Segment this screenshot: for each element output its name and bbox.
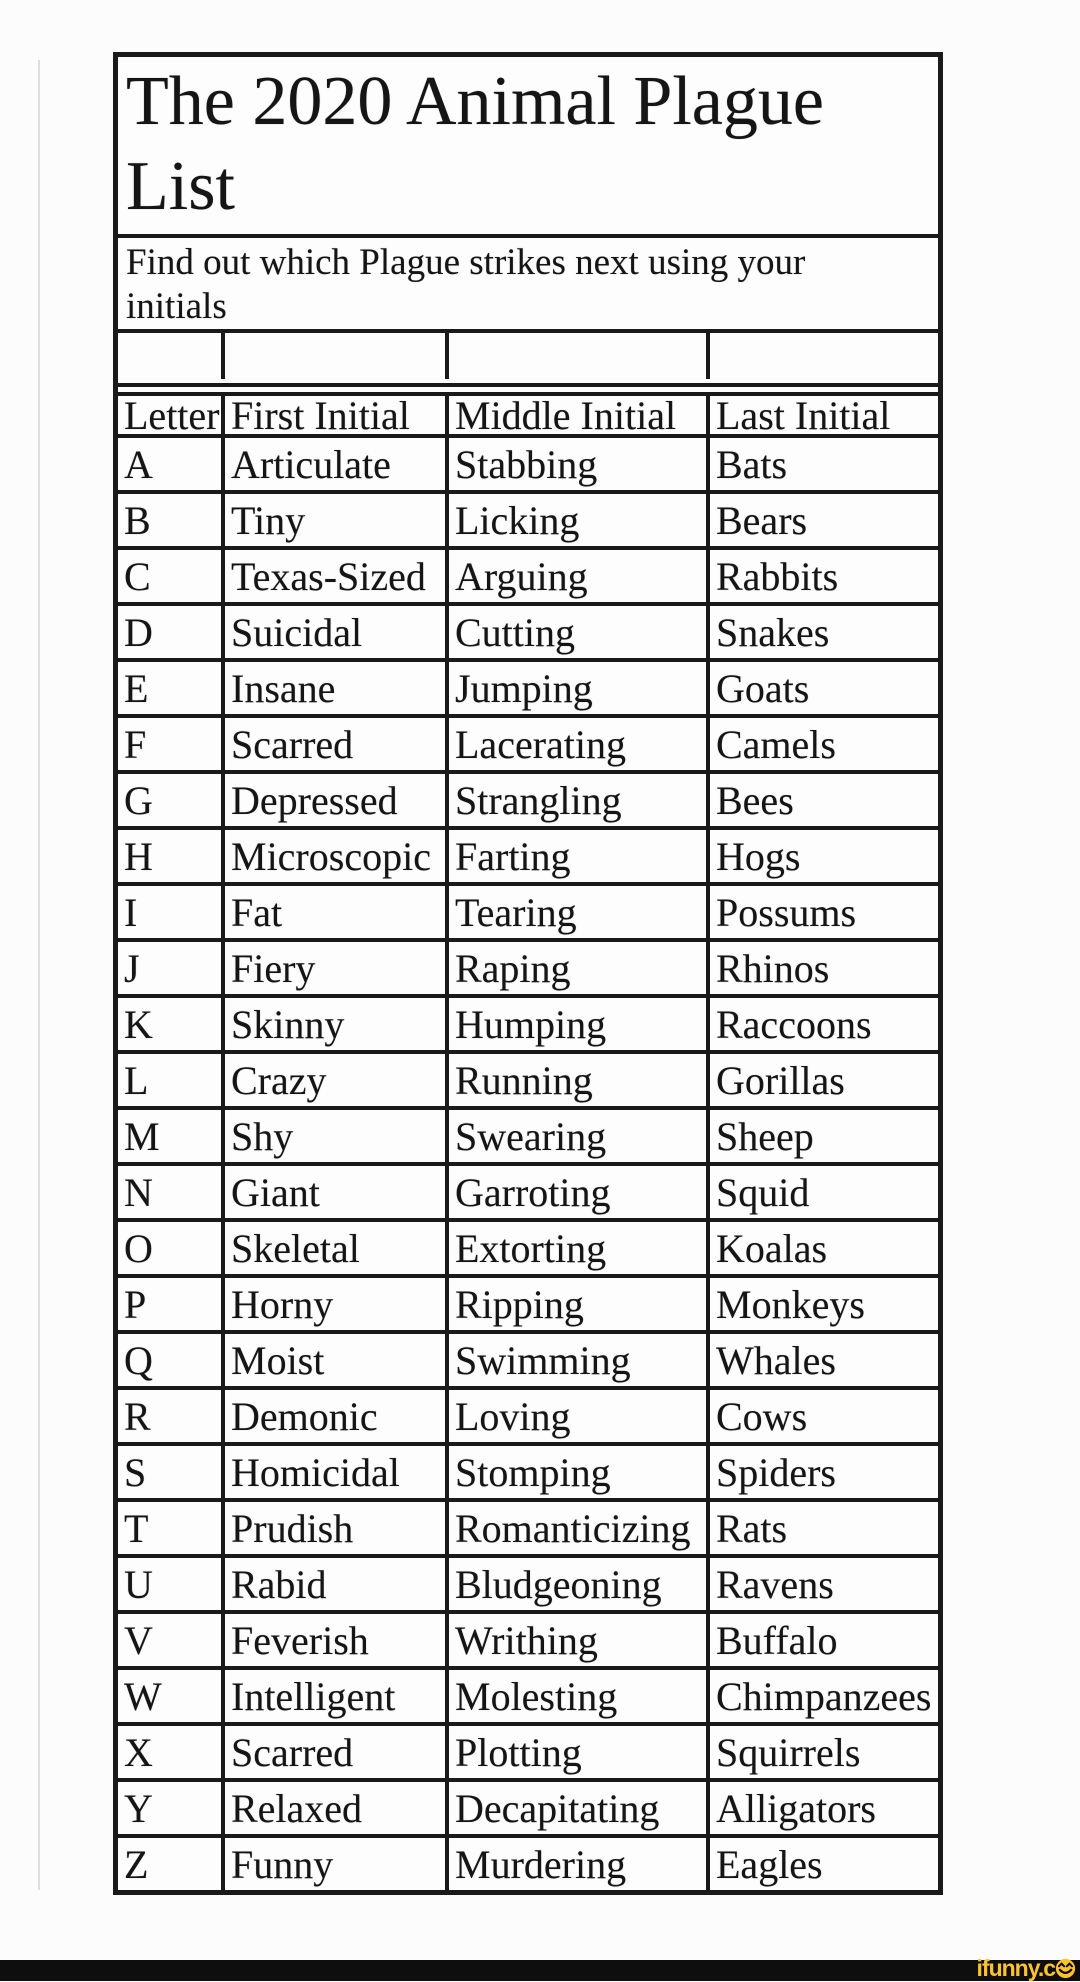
table-cell: Scarred bbox=[221, 1726, 445, 1778]
table-cell: Homicidal bbox=[221, 1446, 445, 1498]
table-row bbox=[118, 1278, 938, 1334]
table-header-row bbox=[118, 392, 938, 438]
table-cell: Running bbox=[445, 1054, 706, 1106]
table-cell: K bbox=[124, 1001, 153, 1047]
table-cell: Fat bbox=[221, 886, 445, 938]
header-cell-first-initial: First Initial bbox=[221, 396, 445, 434]
table-row bbox=[118, 606, 938, 662]
table-cell: T bbox=[124, 1505, 149, 1551]
ifunny-watermark-text: ifunny.c bbox=[976, 1955, 1055, 1981]
table-cell: D bbox=[124, 609, 153, 655]
table-cell: Snakes bbox=[706, 606, 938, 658]
table-row bbox=[118, 494, 938, 550]
table-cell: Feverish bbox=[221, 1614, 445, 1666]
table-row bbox=[118, 1782, 938, 1838]
table-cell: Goats bbox=[706, 662, 938, 714]
table-cell: Molesting bbox=[445, 1670, 706, 1722]
table-cell: H bbox=[124, 833, 153, 879]
table-cell: Depressed bbox=[221, 774, 445, 826]
table-cell: B bbox=[124, 497, 151, 543]
scan-artifact-line bbox=[38, 60, 40, 1890]
table-cell: Writhing bbox=[445, 1614, 706, 1666]
table-cell: Tiny bbox=[221, 494, 445, 546]
table-cell: Licking bbox=[445, 494, 706, 546]
table-cell: Swimming bbox=[445, 1334, 706, 1386]
table-cell: Stomping bbox=[445, 1446, 706, 1498]
table-cell: Relaxed bbox=[221, 1782, 445, 1834]
table-cell: G bbox=[124, 777, 153, 823]
table-cell: Shy bbox=[221, 1110, 445, 1162]
table-cell: Possums bbox=[706, 886, 938, 938]
empty-cell bbox=[118, 333, 221, 379]
page-subtitle bbox=[118, 238, 938, 333]
table-cell: Eagles bbox=[706, 1838, 938, 1890]
table-cell: Q bbox=[124, 1337, 153, 1383]
table-cell: Rhinos bbox=[706, 942, 938, 994]
header-cell-last-initial: Last Initial bbox=[706, 396, 938, 434]
table-cell: W bbox=[124, 1673, 162, 1719]
table-row bbox=[118, 1222, 938, 1278]
table-row bbox=[118, 1054, 938, 1110]
table-cell: Jumping bbox=[445, 662, 706, 714]
table-cell: Scarred bbox=[221, 718, 445, 770]
page-subtitle-line-2: initials bbox=[126, 286, 227, 327]
table-cell: P bbox=[124, 1281, 147, 1327]
table-row bbox=[118, 1558, 938, 1614]
table-cell: Garroting bbox=[445, 1166, 706, 1218]
table-cell: Horny bbox=[221, 1278, 445, 1330]
table-cell: Fiery bbox=[221, 942, 445, 994]
plague-list-document bbox=[113, 52, 943, 1895]
table-cell: Ravens bbox=[706, 1558, 938, 1610]
table-row bbox=[118, 1390, 938, 1446]
table-cell: Hogs bbox=[706, 830, 938, 882]
empty-cell bbox=[445, 333, 706, 379]
table-cell: A bbox=[124, 441, 153, 487]
table-cell: V bbox=[124, 1617, 153, 1663]
table-cell: Y bbox=[124, 1785, 153, 1831]
table-row bbox=[118, 1334, 938, 1390]
table-cell: N bbox=[124, 1169, 153, 1215]
table-cell: Insane bbox=[221, 662, 445, 714]
table-row bbox=[118, 1670, 938, 1726]
empty-cell bbox=[706, 333, 938, 379]
table-cell: Tearing bbox=[445, 886, 706, 938]
table-cell: Microscopic bbox=[221, 830, 445, 882]
table-cell: Z bbox=[124, 1841, 149, 1887]
table-cell: Bats bbox=[706, 438, 938, 490]
table-row bbox=[118, 830, 938, 886]
laughing-smiley-icon bbox=[1055, 1958, 1076, 1979]
table-cell: R bbox=[124, 1393, 151, 1439]
table-row bbox=[118, 1110, 938, 1166]
table-row bbox=[118, 1502, 938, 1558]
table-cell: Bears bbox=[706, 494, 938, 546]
table-cell: Texas-Sized bbox=[221, 550, 445, 602]
table-row bbox=[118, 774, 938, 830]
table-cell: Swearing bbox=[445, 1110, 706, 1162]
table-cell: Rabid bbox=[221, 1558, 445, 1610]
table-cell: Suicidal bbox=[221, 606, 445, 658]
page-title-line-1: The 2020 Animal Plague bbox=[126, 63, 824, 140]
table-cell: Strangling bbox=[445, 774, 706, 826]
table-cell: Skeletal bbox=[221, 1222, 445, 1274]
table-cell: Romanticizing bbox=[445, 1502, 706, 1554]
table-row bbox=[118, 1614, 938, 1670]
table-row bbox=[118, 998, 938, 1054]
empty-cell bbox=[221, 333, 445, 379]
table-cell: Cows bbox=[706, 1390, 938, 1442]
table-cell: Camels bbox=[706, 718, 938, 770]
table-cell: Plotting bbox=[445, 1726, 706, 1778]
table-row bbox=[118, 550, 938, 606]
table-cell: F bbox=[124, 721, 147, 767]
table-cell: O bbox=[124, 1225, 153, 1271]
table-cell: Sheep bbox=[706, 1110, 938, 1162]
table-cell: Bludgeoning bbox=[445, 1558, 706, 1610]
table-cell: Moist bbox=[221, 1334, 445, 1386]
table-cell: Demonic bbox=[221, 1390, 445, 1442]
table-cell: U bbox=[124, 1561, 153, 1607]
table-body bbox=[118, 438, 938, 1890]
page-title bbox=[118, 57, 938, 238]
table-row bbox=[118, 1838, 938, 1890]
table-cell: Humping bbox=[445, 998, 706, 1050]
header-cell-letter: Letter bbox=[124, 396, 220, 434]
table-row bbox=[118, 662, 938, 718]
table-cell: Prudish bbox=[221, 1502, 445, 1554]
table-cell: Squid bbox=[706, 1166, 938, 1218]
table-cell: I bbox=[124, 889, 138, 935]
ifunny-watermark bbox=[977, 1955, 1076, 1982]
table-cell: Whales bbox=[706, 1334, 938, 1386]
table-cell: Bees bbox=[706, 774, 938, 826]
page-subtitle-line-1: Find out which Plague strikes next using your bbox=[126, 242, 806, 283]
table-row bbox=[118, 1446, 938, 1502]
table-cell: C bbox=[124, 553, 151, 599]
bottom-bar bbox=[0, 1955, 1080, 1981]
table-cell: Loving bbox=[445, 1390, 706, 1442]
table-cell: Crazy bbox=[221, 1054, 445, 1106]
table-cell: Extorting bbox=[445, 1222, 706, 1274]
table-cell: E bbox=[124, 665, 149, 711]
table-cell: Squirrels bbox=[706, 1726, 938, 1778]
table-cell: L bbox=[124, 1057, 149, 1103]
table-cell: Raccoons bbox=[706, 998, 938, 1050]
page-title-line-2: List bbox=[126, 148, 235, 225]
table-cell: Articulate bbox=[221, 438, 445, 490]
table-row bbox=[118, 942, 938, 998]
table-cell: Farting bbox=[445, 830, 706, 882]
table-cell: Raping bbox=[445, 942, 706, 994]
table-cell: Rats bbox=[706, 1502, 938, 1554]
table-cell: Koalas bbox=[706, 1222, 938, 1274]
table-cell: X bbox=[124, 1729, 153, 1775]
table-cell: Alligators bbox=[706, 1782, 938, 1834]
empty-spacer-row bbox=[118, 333, 938, 387]
table-row bbox=[118, 718, 938, 774]
table-cell: Spiders bbox=[706, 1446, 938, 1498]
table-cell: Buffalo bbox=[706, 1614, 938, 1666]
table-cell: Ripping bbox=[445, 1278, 706, 1330]
header-cell-middle-initial: Middle Initial bbox=[445, 396, 706, 434]
table-row bbox=[118, 1726, 938, 1782]
table-cell: Funny bbox=[221, 1838, 445, 1890]
table-cell: Monkeys bbox=[706, 1278, 938, 1330]
table-row bbox=[118, 886, 938, 942]
table-cell: Decapitating bbox=[445, 1782, 706, 1834]
table-cell: Chimpanzees bbox=[706, 1670, 938, 1722]
table-cell: Stabbing bbox=[445, 438, 706, 490]
table-cell: Cutting bbox=[445, 606, 706, 658]
table-row bbox=[118, 438, 938, 494]
table-cell: Arguing bbox=[445, 550, 706, 602]
table-cell: Rabbits bbox=[706, 550, 938, 602]
table-cell: Gorillas bbox=[706, 1054, 938, 1106]
table-cell: Lacerating bbox=[445, 718, 706, 770]
table-cell: Murdering bbox=[445, 1838, 706, 1890]
table-cell: Intelligent bbox=[221, 1670, 445, 1722]
table-cell: J bbox=[124, 945, 140, 991]
table-cell: M bbox=[124, 1113, 160, 1159]
table-row bbox=[118, 1166, 938, 1222]
table-cell: S bbox=[124, 1449, 147, 1495]
table-cell: Skinny bbox=[221, 998, 445, 1050]
table-cell: Giant bbox=[221, 1166, 445, 1218]
